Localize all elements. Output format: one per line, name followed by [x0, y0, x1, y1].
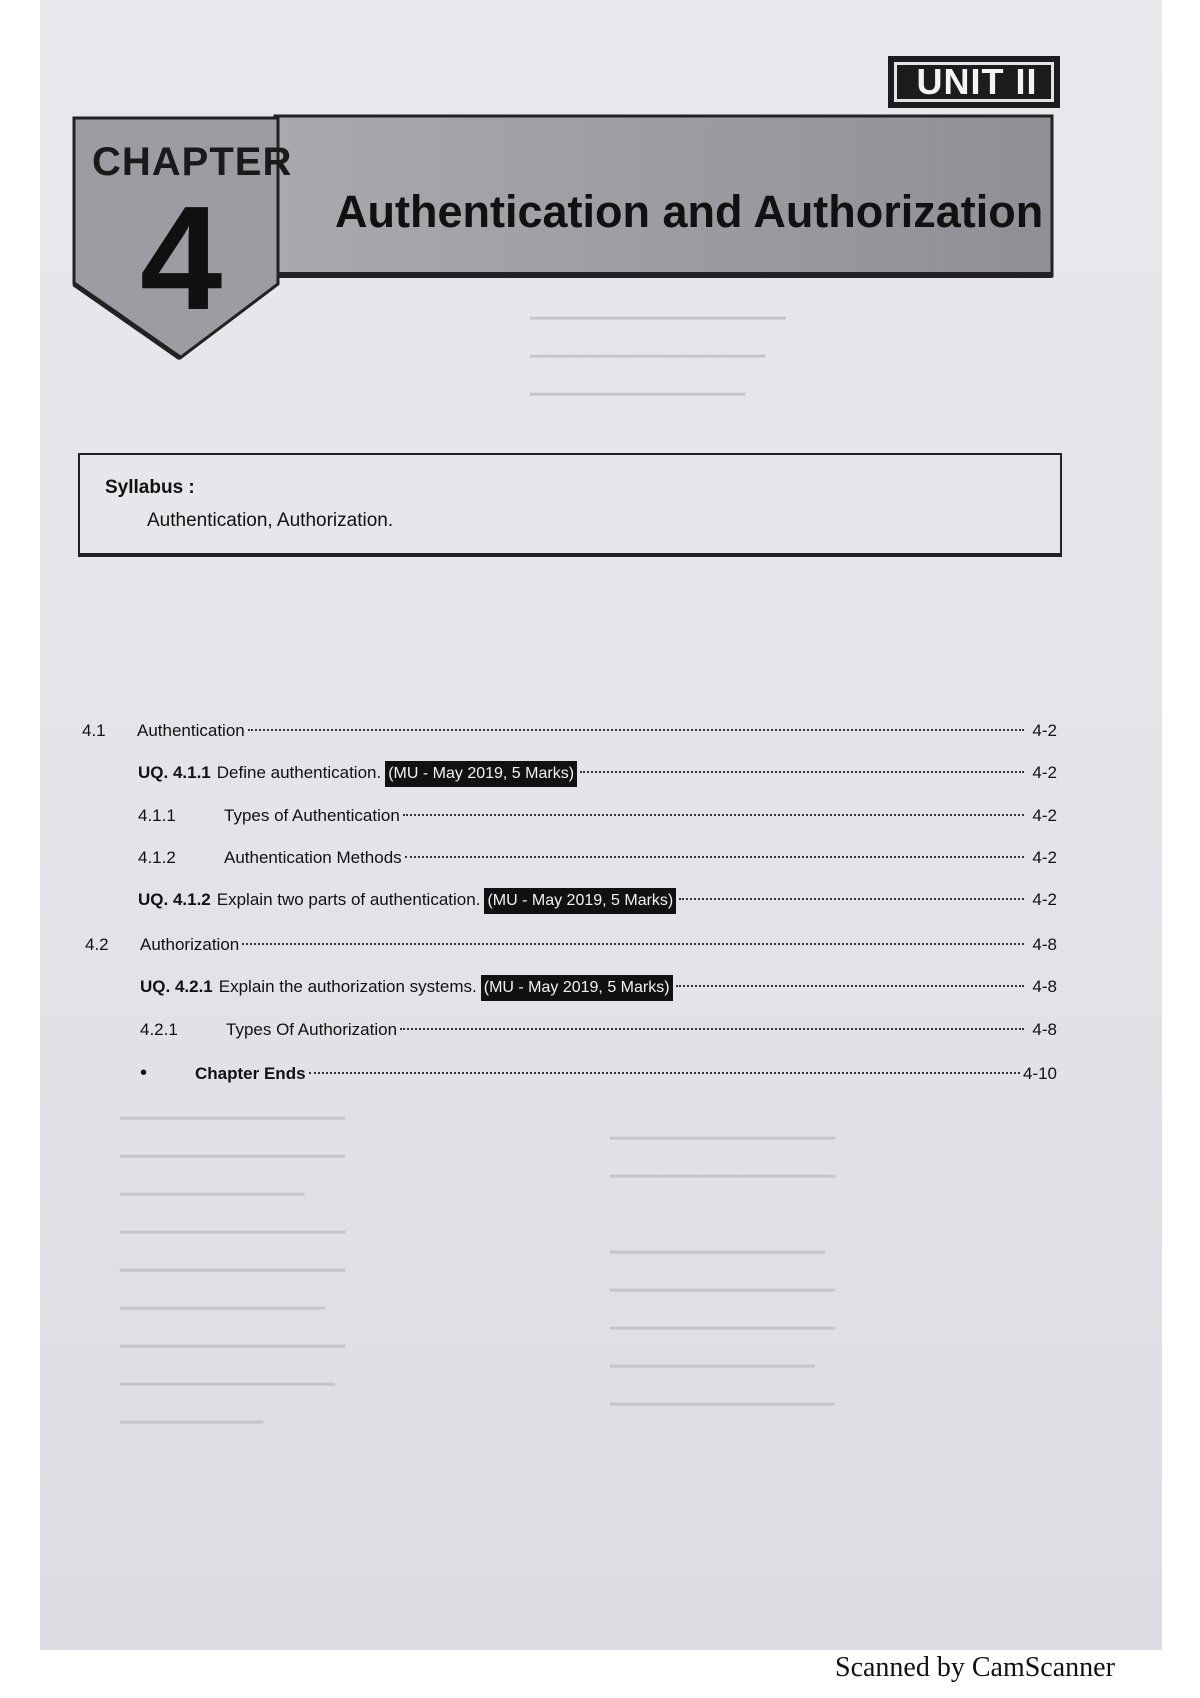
toc-title: Explain the authorization systems. [218, 977, 477, 996]
toc-question-number: UQ. 4.2.1 [140, 977, 213, 996]
toc-entry-4-1-1[interactable] [138, 803, 1057, 829]
toc-entry-uq-4-1-1[interactable] [138, 760, 1057, 786]
toc-number: 4.1.1 [138, 806, 176, 825]
dot-leader [242, 943, 1024, 945]
dot-leader [403, 814, 1024, 816]
chapter-number: 4 [140, 176, 223, 341]
dot-leader [676, 985, 1024, 987]
toc-page: 4-2 [1032, 763, 1057, 782]
toc-number: 4.1.2 [138, 848, 176, 867]
exam-tag: (MU - May 2019, 5 Marks) [484, 888, 676, 914]
exam-tag: (MU - May 2019, 5 Marks) [385, 761, 577, 787]
dot-leader [400, 1028, 1024, 1030]
toc-page: 4-2 [1032, 721, 1057, 740]
unit-badge: UNIT II [888, 56, 1060, 108]
toc-entry-uq-4-2-1[interactable] [140, 974, 1057, 1000]
toc-entry-4-1[interactable] [82, 718, 1057, 744]
dot-leader [248, 729, 1024, 731]
page-title: Authentication and Authorization [335, 186, 1044, 237]
toc-entry-4-2[interactable] [85, 932, 1057, 958]
toc-title: Explain two parts of authentication. [216, 890, 481, 909]
syllabus-box [78, 453, 1062, 557]
toc-page: 4-8 [1032, 977, 1057, 996]
toc-question-number: UQ. 4.1.2 [138, 890, 211, 909]
bleed-through-text-right: ━━━━━━━━━━━━━━━━━━━━━━ ━━━━━━━━━━━━━━━━━━━━━━ ━━━━━━━━━━━━━━━━━━━━━ ━━━━━━━━━━━━━━━━━━━━━━ ━━━━━━━━━━━━━━━━━━━━━━ ━━━━━━━━━━━━━━━━━━━━ ━━━━━━━━━━━━━━━━━━━━━━ [610, 1129, 836, 1414]
toc-page: 4-2 [1032, 848, 1057, 867]
toc-title: Authentication Methods [224, 848, 402, 867]
toc-entry-4-1-2[interactable] [138, 845, 1057, 871]
toc-number: 4.2 [85, 935, 109, 954]
toc-entry-4-2-1[interactable] [140, 1017, 1057, 1043]
dot-leader [580, 771, 1024, 773]
toc-entry-chapter-ends[interactable] [140, 1060, 1057, 1086]
bleed-through-text: ━━━━━━━━━━━━━━━━━━━━━━━━━ ━━━━━━━━━━━━━━━━━━━━━━━ ━━━━━━━━━━━━━━━━━━━━━ [530, 309, 786, 404]
toc-entry-uq-4-1-2[interactable] [138, 887, 1057, 913]
bullet-icon: • [140, 1062, 148, 1084]
dot-leader [679, 898, 1024, 900]
toc-title: Types of Authentication [224, 806, 400, 825]
toc-page: 4-2 [1032, 890, 1057, 909]
bleed-through-text-left: ━━━━━━━━━━━━━━━━━━━━━━ ━━━━━━━━━━━━━━━━━━━━━━ ━━━━━━━━━━━━━━━━━━ ━━━━━━━━━━━━━━━━━━━━━━ ━━━━━━━━━━━━━━━━━━━━━━ ━━━━━━━━━━━━━━━━━━━━ ━━━━━━━━━━━━━━━━━━━━━━ ━━━━━━━━━━━━━━━━━━━━━ ━━━━━━━━━━━━━━ [120, 1109, 346, 1432]
toc-title: Chapter Ends [195, 1064, 306, 1083]
toc-question-number: UQ. 4.1.1 [138, 763, 211, 782]
toc-page: 4-2 [1032, 806, 1057, 825]
syllabus-heading: Syllabus : [105, 477, 195, 498]
dot-leader [309, 1072, 1020, 1074]
toc-page: 4-8 [1032, 935, 1057, 954]
dot-leader [405, 856, 1024, 858]
exam-tag: (MU - May 2019, 5 Marks) [481, 975, 673, 1001]
scanner-watermark: Scanned by CamScanner [835, 1652, 1115, 1683]
toc-page: 4-10 [1022, 1064, 1057, 1083]
toc-title: Define authentication. [216, 763, 382, 782]
toc-title: Authorization [140, 935, 240, 954]
toc-number: 4.1 [82, 721, 106, 740]
toc-page: 4-8 [1032, 1020, 1057, 1039]
syllabus-text: Authentication, Authorization. [147, 510, 394, 531]
toc-title: Types Of Authorization [226, 1020, 398, 1039]
toc-title: Authentication [137, 721, 245, 740]
toc-number: 4.2.1 [140, 1020, 178, 1039]
chapter-label: CHAPTER [92, 140, 293, 184]
